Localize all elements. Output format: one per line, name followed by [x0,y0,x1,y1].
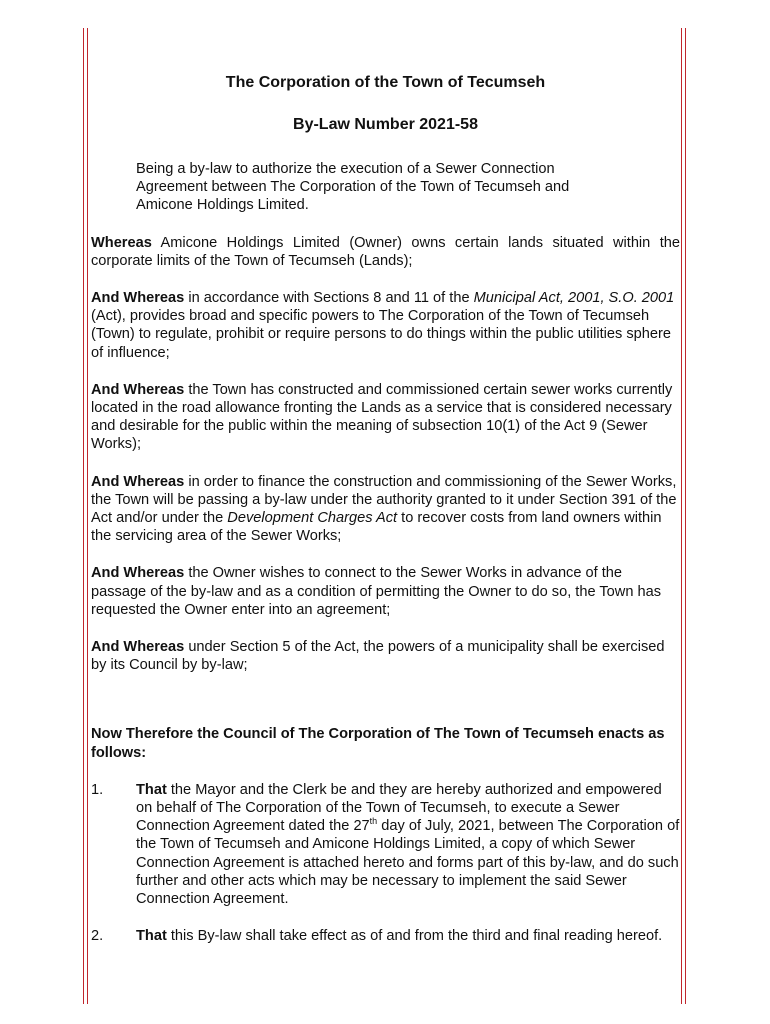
enactment-item-2 [91,927,680,945]
clause-text: (Act), provides broad and specific powers to The Corporation of the Town of Tecumseh (Town) to regulate, prohibit or require persons to do things within the public utilities sphere of influence; [91,308,672,361]
document-title: The Corporation of the Town of Tecumseh [225,74,546,91]
bylaw-number: By-Law Number 2021-58 [293,116,478,133]
clause-text: in accordance with Sections 8 and 11 of the [184,290,474,307]
clause-text: Amicone Holdings Limited (Owner) owns certain lands situated within the corporate limits of the Town of Tecumseh (Lands); [91,234,680,269]
whereas-clause-2 [91,289,680,362]
act-citation: Municipal Act, 2001, S.O. 2001 [473,290,675,307]
ordinal-suffix: th [369,816,378,827]
item-text: this By-law shall take effect as of and from the third and final reading hereof. [166,928,663,945]
clause-lead: And Whereas [91,639,185,656]
whereas-clause-4 [91,473,680,546]
bylaw-purpose: Being a by-law to authorize the execution of a Sewer Connection Agreement between The Corporation of the Town of Tecumseh and Amicone Holdings Limited. [136,161,570,214]
right-margin-rule [681,28,682,1004]
clause-lead: Whereas [91,234,152,251]
clause-text: to recover costs from land owners within the servicing area of the Sewer Works; [91,510,662,545]
clause-text: in order to finance the construction and commissioning of the Sewer Works, the Town will be passing a by-law under the authority granted to it under Section 391 of the Act and/or under the [91,473,677,527]
left-margin-rule [83,28,84,1004]
clause-lead: And Whereas [91,381,185,398]
clause-text: the Town has constructed and commissioned certain sewer works currently located in the road allowance fronting the Lands as a service that is considered necessary and desirable for the public within the meaning of subsection 10(1) of the Act 9 (Sewer Works); [91,381,673,453]
item-text: the Mayor and the Clerk be and they are hereby authorized and empowered on behalf of The Corporation of the Town of Tecumseh, to execute a Sewer Connection Agreement dated the 27 [136,781,662,835]
clause-lead: And Whereas [91,290,185,307]
clause-lead: And Whereas [91,473,185,490]
document-page [91,73,680,946]
item-body [136,927,680,945]
enactment-item-1 [91,781,680,908]
clause-text: the Owner wishes to connect to the Sewer Works in advance of the passage of the by-law and as a condition of permitting the Owner to do so, the Town has requested the Owner enter into an agreement; [91,565,662,618]
left-margin-rule [87,28,88,1004]
item-lead: That [136,781,167,798]
item-lead: That [136,928,167,945]
right-margin-rule [685,28,686,1004]
whereas-clause-5 [91,564,680,619]
clause-text: under Section 5 of the Act, the powers of a municipality shall be exercised by its Council by by-law; [91,639,665,674]
enacting-clause: Now Therefore the Council of The Corporation of The Town of Tecumseh enacts as follows: [91,726,665,761]
item-body [136,781,680,908]
act-citation: Development Charges Act [227,510,398,527]
item-number: 2. [91,928,104,945]
whereas-clause-6 [91,638,680,674]
whereas-clause-1 [91,234,680,270]
item-number: 1. [91,781,104,798]
clause-lead: And Whereas [91,565,185,582]
item-text: day of July, 2021, between The Corporation of the Town of Tecumseh and Amicone Holdings Limited, a copy of which Sewer Connection Agreement is attached hereto and forms part of this by-law, and do such further and other acts which may be necessary to implement the said Sewer Connection Agreement. [136,818,680,908]
whereas-clause-3 [91,381,680,454]
